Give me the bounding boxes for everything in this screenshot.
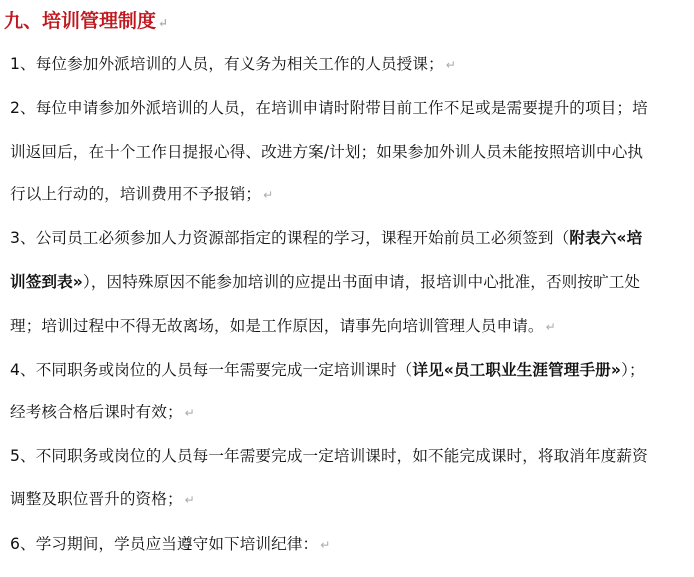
text-line (10, 532, 330, 554)
text-segment: ），因特殊原因不能参加培训的应提出书面申请，报培训中心批准，否则按旷工处 (82, 273, 641, 291)
text-line (10, 182, 273, 204)
text-segment: 训返回后，在十个工作日提报心得、改进方案/计划；如果参加外训人员未能按照培训中心执 (10, 143, 644, 161)
text-segment: 2、每位申请参加外派培训的人员，在培训申请时附带目前工作不足或是需要提升的项目；培 (10, 99, 648, 117)
paragraph-mark-icon: ↵ (158, 16, 169, 30)
text-segment: 4、不同职务或岗位的人员每一年需要完成一定培训课时（ (10, 361, 413, 379)
text-segment: ）； (621, 361, 645, 379)
paragraph-mark-icon: ↵ (184, 406, 195, 420)
bold-reference: 附表六«培 (569, 229, 643, 247)
paragraph-mark-icon: ↵ (184, 493, 195, 507)
section-title-text: 九、培训管理制度 (4, 10, 157, 32)
text-segment: 理；培训过程中不得无故离场，如是工作原因，请事先向培训管理人员申请。 (10, 317, 544, 335)
bold-reference: 详见«员工职业生涯管理手册» (412, 361, 622, 379)
bold-reference: 训签到表» (10, 273, 83, 291)
text-line (10, 400, 195, 422)
text-segment: 调整及职位晋升的资格； (10, 490, 183, 508)
section-title (4, 6, 168, 33)
text-segment: 6、学习期间，学员应当遵守如下培训纪律： (10, 535, 319, 553)
text-segment: 3、公司员工必须参加人力资源部指定的课程的学习，课程开始前员工必须签到（ (10, 229, 570, 247)
text-segment: 1、每位参加外派培训的人员，有义务为相关工作的人员授课； (10, 55, 444, 73)
text-line (10, 444, 648, 466)
paragraph-mark-icon: ↵ (445, 58, 456, 72)
paragraph-mark-icon: ↵ (545, 320, 556, 334)
text-line (10, 96, 648, 118)
paragraph-mark-icon: ↵ (263, 188, 274, 202)
text-line (10, 140, 643, 162)
text-line (10, 226, 642, 248)
text-segment: 经考核合格后课时有效； (10, 403, 183, 421)
text-line (10, 358, 645, 380)
text-line (10, 270, 640, 292)
text-segment: 5、不同职务或岗位的人员每一年需要完成一定培训课时，如不能完成课时，将取消年度薪资 (10, 447, 648, 465)
text-line (10, 487, 195, 509)
text-segment: 行以上行动的，培训费用不予报销； (10, 185, 262, 203)
text-line (10, 314, 556, 336)
paragraph-mark-icon: ↵ (320, 538, 331, 552)
text-line (10, 52, 456, 74)
